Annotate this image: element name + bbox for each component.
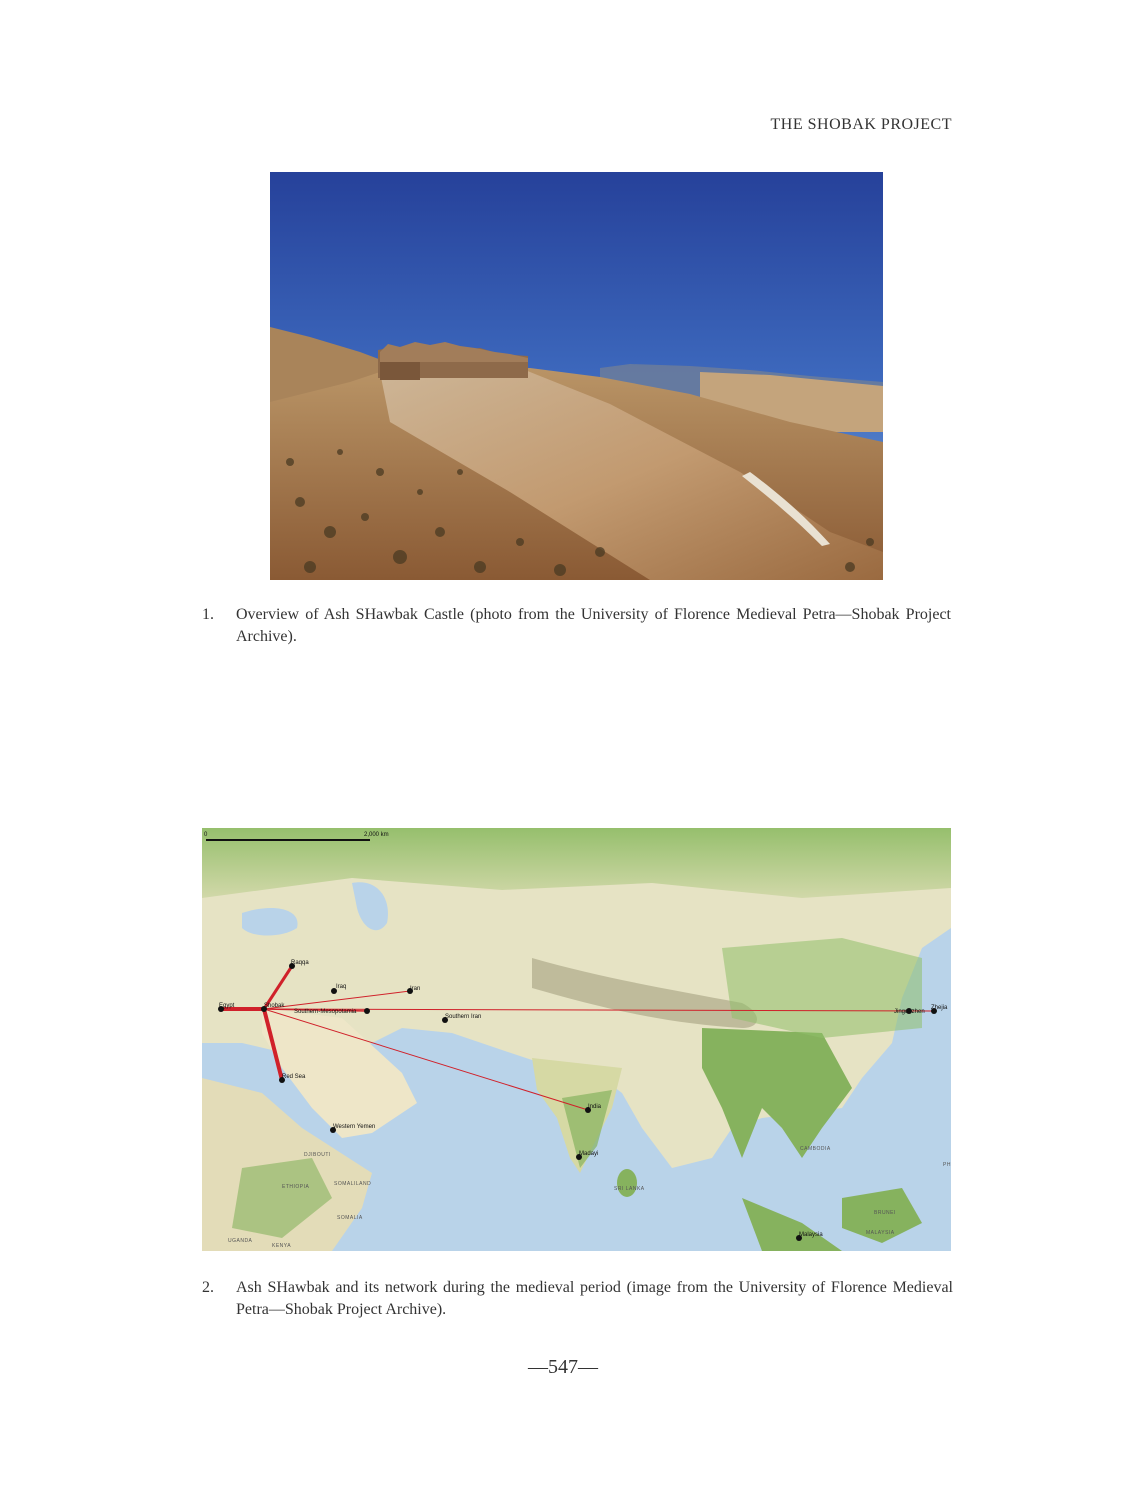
black-sea xyxy=(242,908,298,936)
label-western-yemen: Western Yemen xyxy=(333,1124,376,1130)
label-iraq: Iraq xyxy=(336,984,347,990)
label-shobak: Shobak xyxy=(264,1003,285,1009)
label-madayi: Madayi xyxy=(579,1151,599,1157)
castle-photo-image xyxy=(270,172,883,580)
castle-photo xyxy=(270,172,883,580)
sri-lanka-land xyxy=(617,1169,637,1197)
label-sri-lanka: SRI LANKA xyxy=(614,1186,645,1192)
label-cambodia: CAMBODIA xyxy=(800,1146,831,1152)
label-raqqa: Raqqa xyxy=(291,960,309,966)
label-djibouti: DJIBOUTI xyxy=(304,1152,331,1158)
marker-southern-mesopotamia xyxy=(364,1008,370,1014)
page-number: —547— xyxy=(528,1356,598,1378)
label-iran: Iran xyxy=(410,986,421,992)
label-southern-iran: Southern Iran xyxy=(445,1014,482,1020)
label-brunei: BRUNEI xyxy=(874,1210,896,1216)
label-zhejiang: Zhejia xyxy=(931,1005,948,1011)
figure1-caption-text: Overview of Ash SHawbak Castle (photo from the University of Florence Medieval Petra—Shobak Project Archive). xyxy=(236,606,951,645)
label-india: India xyxy=(588,1104,602,1110)
network-map xyxy=(202,828,951,1251)
label-ph: PH xyxy=(943,1162,951,1168)
network-map-image xyxy=(202,828,951,1251)
scale-end: 2,000 km xyxy=(364,832,389,838)
figure2-number: 2. xyxy=(202,1279,214,1296)
label-jingdezhen: Jingdezhen xyxy=(894,1009,925,1015)
label-egypt: Egypt xyxy=(219,1003,235,1009)
label-ethiopia: ETHIOPIA xyxy=(282,1184,310,1190)
label-kenya: KENYA xyxy=(272,1243,292,1249)
label-malaysia-country: MALAYSIA xyxy=(866,1230,895,1236)
running-head: THE SHOBAK PROJECT xyxy=(770,116,952,133)
label-red-sea: Red Sea xyxy=(282,1074,306,1080)
label-somaliland: SOMALILAND xyxy=(334,1181,372,1187)
scale-start: 0 xyxy=(204,832,208,838)
label-malaysia: Malaysia xyxy=(799,1232,823,1238)
figure1-number: 1. xyxy=(202,606,214,623)
label-uganda: UGANDA xyxy=(228,1238,253,1244)
figure2-caption-text: Ash SHawbak and its network during the medieval period (image from the University of Florence Medieval Petra—Shobak Project Archive). xyxy=(236,1279,953,1318)
label-southern-mesopotamia: Southern-Mesopotamia xyxy=(294,1009,357,1015)
label-somalia: SOMALIA xyxy=(337,1215,363,1221)
